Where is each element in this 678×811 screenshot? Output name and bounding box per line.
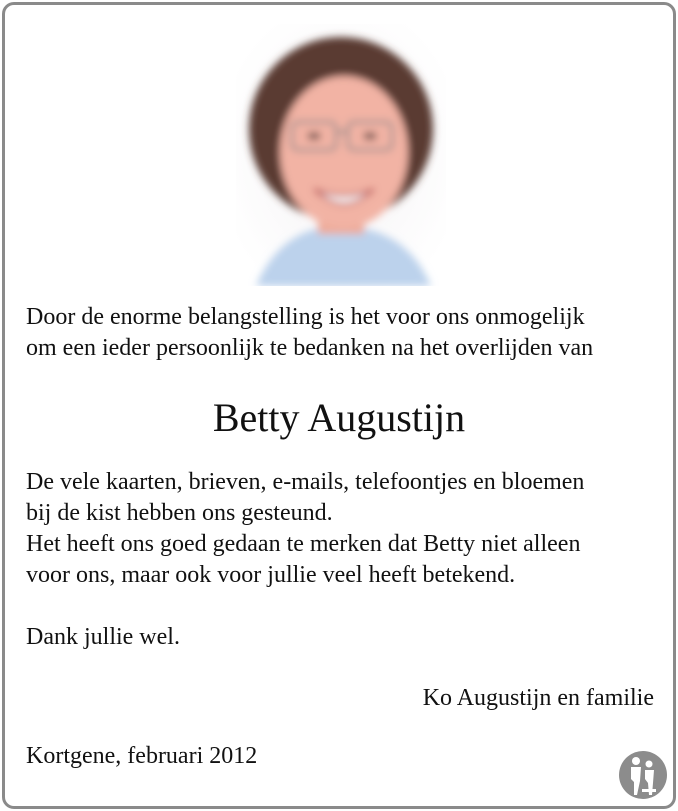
body-line: Het heeft ons goed gedaan te merken dat Betty niet alleen [26, 531, 581, 557]
intro-line: Door de enorme belangstelling is het voor ons onmogelijk [26, 304, 585, 330]
portrait-photo [236, 24, 446, 286]
body-line: voor ons, maar ook voor jullie veel heeft betekend. [26, 562, 516, 588]
intro-line: om een ieder persoonlijk te bedanken na het overlijden van [26, 335, 594, 361]
memorial-logo-icon [618, 749, 668, 801]
deceased-name: Betty Augustijn [212, 395, 466, 440]
body-paragraph [26, 467, 666, 591]
intro-paragraph [26, 302, 666, 364]
body-line: bij de kist hebben ons gesteund. [26, 500, 333, 526]
place-date: Kortgene, februari 2012 [26, 743, 258, 769]
thanks-text: Dank jullie wel. [26, 624, 180, 650]
body-line: De vele kaarten, brieven, e-mails, telefoontjes en bloemen [26, 469, 585, 495]
signature: Ko Augustijn en familie [422, 685, 654, 711]
